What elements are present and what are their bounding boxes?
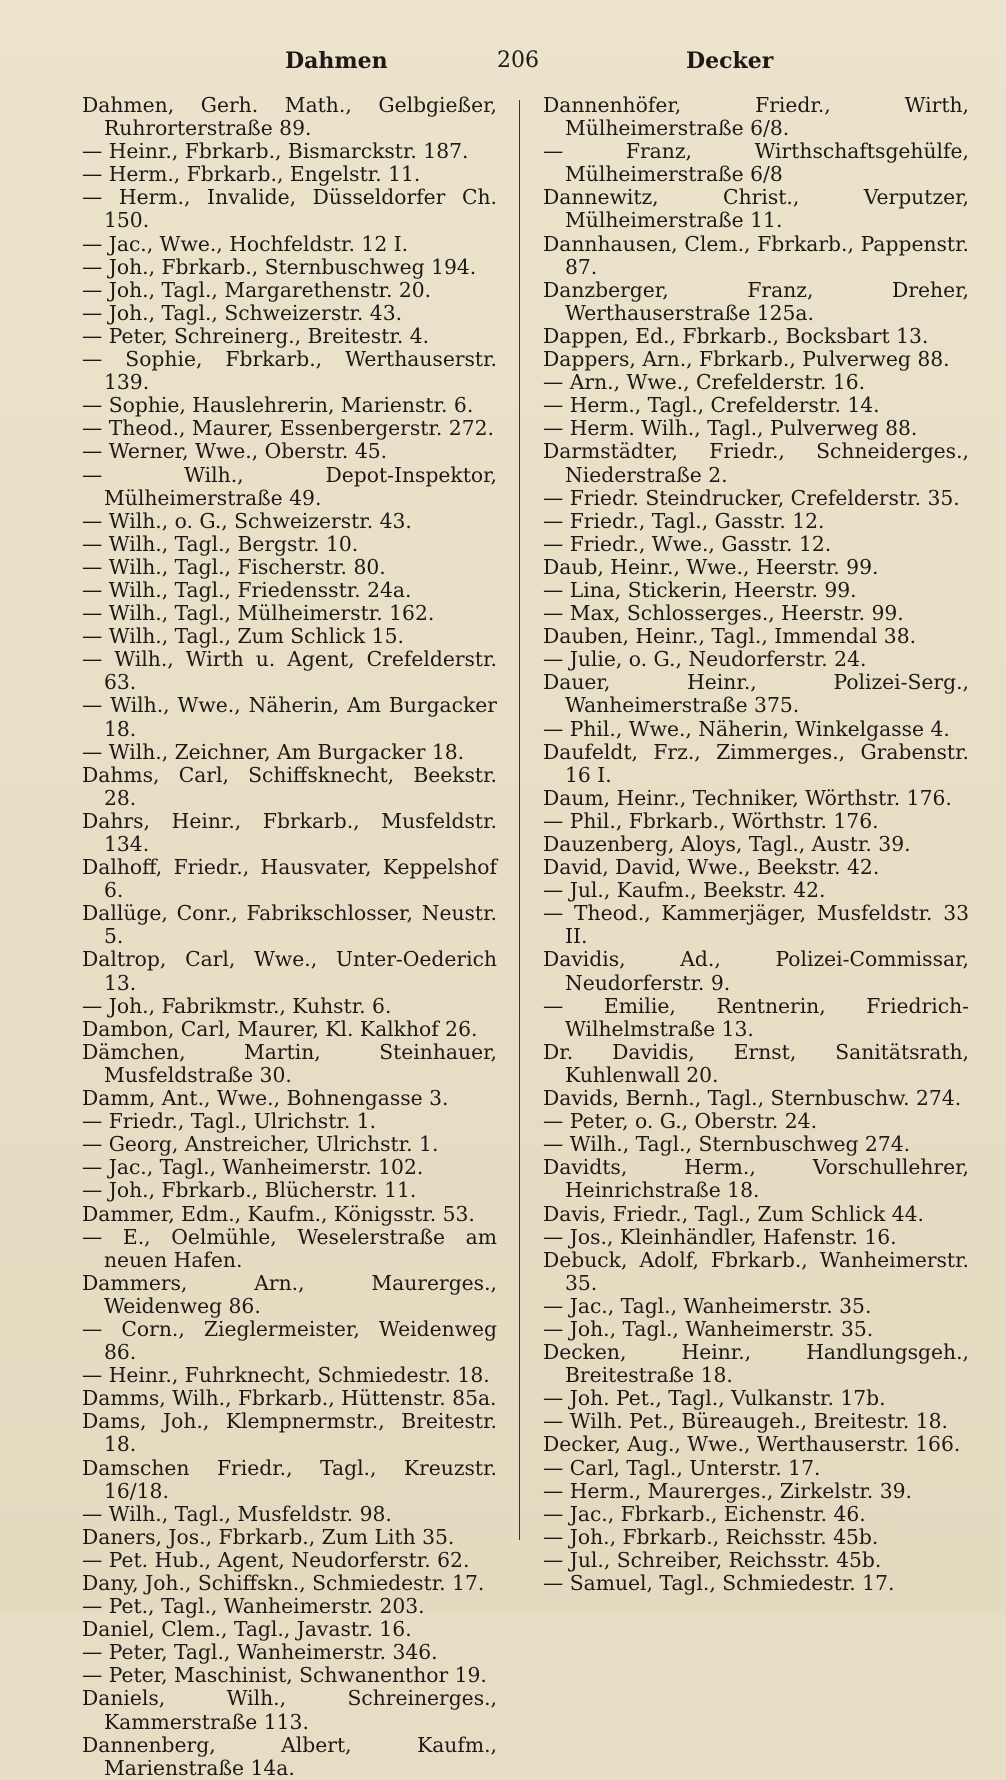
directory-entry: — Jul., Kaufm., Beekstr. 42. [543, 878, 826, 903]
directory-entry: Decken, Heinr., Handlungsgeh., Breitestraße 18. [543, 1340, 969, 1388]
directory-entry: Dany, Joh., Schiffskn., Schmiedestr. 17. [82, 1571, 485, 1595]
directory-entry: — Jos., Kleinhändler, Hafenstr. 16. [543, 1224, 897, 1249]
directory-entry: — Franz, Wirthschaftsgehülfe, Mülheimerstraße 6/8 [543, 139, 969, 187]
directory-entry: — Phil., Wwe., Näherin, Winkelgasse 4. [543, 716, 950, 741]
directory-entry: — Heinr., Fuhrknecht, Schmiedestr. 18. [82, 1363, 490, 1388]
directory-entry: — Herm. Wilh., Tagl., Pulverweg 88. [543, 416, 918, 441]
header-last-name: Decker [686, 48, 774, 74]
directory-entry: — Peter, Maschinist, Schwanenthor 19. [82, 1663, 487, 1688]
directory-entry: Dannenberg, Albert, Kaufm., Marienstraße 14a. [82, 1732, 497, 1780]
directory-entry: — Peter, Tagl., Wanheimerstr. 346. [82, 1640, 438, 1665]
directory-entry: Damms, Wilh., Fbrkarb., Hüttenstr. 85a. [82, 1386, 497, 1411]
directory-entry: — Wilh., Tagl., Sternbuschweg 274. [543, 1132, 911, 1157]
directory-entry: Dallüge, Conr., Fabrikschlosser, Neustr. 5. [82, 901, 497, 949]
directory-entry: — Sophie, Fbrkarb., Werthauserstr. 139. [82, 347, 497, 395]
directory-entry: — Wilh., Wwe., Näherin, Am Burgacker 18. [82, 693, 497, 741]
directory-entry: — Wilh. Pet., Büreaugeh., Breitestr. 18. [543, 1409, 948, 1434]
directory-entry: Dahms, Carl, Schiffsknecht, Beekstr. 28. [82, 762, 497, 810]
directory-entry: — Herm., Invalide, Düsseldorfer Ch. 150. [82, 185, 497, 233]
directory-entry: — Werner, Wwe., Oberstr. 45. [82, 439, 388, 464]
directory-entry: — Joh., Fabrikmstr., Kuhstr. 6. [82, 993, 392, 1018]
directory-entry: — Julie, o. G., Neudorferstr. 24. [543, 647, 867, 672]
directory-entry: — Herm., Fbrkarb., Engelstr. 11. [82, 162, 421, 187]
directory-entry: Debuck, Adolf, Fbrkarb., Wanheimerstr. 35. [543, 1247, 969, 1295]
directory-entry: Dauben, Heinr., Tagl., Immendal 38. [543, 624, 917, 649]
directory-entry: Dauer, Heinr., Polizei-Serg., Wanheimerstraße 375. [543, 670, 969, 718]
directory-entry: — Wilh., Tagl., Friedensstr. 24a. [82, 577, 412, 602]
directory-entry: — Joh., Tagl., Margarethenstr. 20. [82, 277, 432, 302]
directory-entry: — Samuel, Tagl., Schmiedestr. 17. [543, 1571, 895, 1595]
directory-entry: Daufeldt, Frz., Zimmerges., Grabenstr. 16 I. [543, 739, 969, 787]
directory-entry: — Max, Schlosserges., Heerstr. 99. [543, 601, 904, 626]
directory-entry: Dappers, Arn., Fbrkarb., Pulverweg 88. [543, 347, 950, 372]
column-divider [519, 100, 520, 1540]
directory-entry: — Theod., Kammerjäger, Musfeldstr. 33 II. [543, 901, 969, 949]
directory-entry: — Joh. Pet., Tagl., Vulkanstr. 17b. [543, 1386, 886, 1411]
directory-entry: — Jac., Fbrkarb., Eichenstr. 46. [543, 1501, 866, 1526]
directory-entry: Daub, Heinr., Wwe., Heerstr. 99. [543, 554, 879, 579]
directory-entry: — Friedr., Tagl., Gasstr. 12. [543, 508, 825, 533]
directory-entry: Daners, Jos., Fbrkarb., Zum Lith 35. [82, 1524, 455, 1549]
directory-entry: — Wilh., Zeichner, Am Burgacker 18. [82, 739, 465, 764]
directory-entry: — Friedr. Steindrucker, Crefelderstr. 35. [543, 485, 960, 510]
directory-entry: Dannenhöfer, Friedr., Wirth, Mülheimerstraße 6/8. [543, 93, 969, 141]
directory-entry: Darmstädter, Friedr., Schneiderges., Niederstraße 2. [543, 439, 969, 487]
directory-entry: — Jul., Schreiber, Reichsstr. 45b. [543, 1547, 882, 1572]
directory-entry: — Theod., Maurer, Essenbergerstr. 272. [82, 416, 494, 441]
directory-entry: — Wilh., Tagl., Musfeldstr. 98. [82, 1501, 392, 1526]
directory-entry: Dahmen, Gerh. Math., Gelbgießer, Ruhrorterstraße 89. [82, 93, 497, 141]
directory-entry: Damm, Ant., Wwe., Bohnengasse 3. [82, 1086, 449, 1111]
directory-entry: — Jac., Tagl., Wanheimerstr. 35. [543, 1293, 872, 1318]
directory-entry: Daniel, Clem., Tagl., Javastr. 16. [82, 1617, 412, 1642]
directory-entry: Damschen Friedr., Tagl., Kreuzstr. 16/18. [82, 1455, 497, 1503]
right-column [543, 94, 969, 1595]
directory-entry: Daltrop, Carl, Wwe., Unter-Oederich 13. [82, 947, 497, 995]
directory-entry: — Sophie, Hauslehrerin, Marienstr. 6. [82, 393, 474, 418]
directory-entry: — Jac., Wwe., Hochfeldstr. 12 I. [82, 231, 409, 256]
directory-entry: Dr. Davidis, Ernst, Sanitätsrath, Kuhlenwall 20. [543, 1039, 969, 1087]
directory-entry: — Joh., Tagl., Schweizerstr. 43. [82, 300, 403, 325]
directory-entry: — Lina, Stickerin, Heerstr. 99. [543, 577, 857, 602]
directory-entry: — Friedr., Tagl., Ulrichstr. 1. [82, 1109, 377, 1134]
directory-entry: Davids, Bernh., Tagl., Sternbuschw. 274. [543, 1086, 962, 1111]
directory-entry: Decker, Aug., Wwe., Werthauserstr. 166. [543, 1432, 961, 1457]
directory-entry: — Herm., Maurerges., Zirkelstr. 39. [543, 1478, 912, 1503]
directory-entry: — Emilie, Rentnerin, Friedrich-Wilhelmstraße 13. [543, 993, 969, 1041]
header-first-name: Dahmen [285, 48, 388, 74]
directory-entry: — Wilh., Tagl., Zum Schlick 15. [82, 624, 404, 649]
directory-entry: — E., Oelmühle, Weselerstraße am neuen Hafen. [82, 1224, 497, 1272]
directory-entry: Dammer, Edm., Kaufm., Königsstr. 53. [82, 1201, 475, 1226]
directory-entry: Dannhausen, Clem., Fbrkarb., Pappenstr. 87. [543, 231, 969, 279]
directory-entry: Dannewitz, Christ., Verputzer, Mülheimerstraße 11. [543, 185, 969, 233]
directory-entry: David, David, Wwe., Beekstr. 42. [543, 855, 880, 880]
directory-entry: — Pet., Tagl., Wanheimerstr. 203. [82, 1594, 425, 1619]
directory-entry: — Wilh., o. G., Schweizerstr. 43. [82, 508, 412, 533]
directory-entry: — Carl, Tagl., Unterstr. 17. [543, 1455, 821, 1480]
directory-entry: — Georg, Anstreicher, Ulrichstr. 1. [82, 1132, 439, 1157]
directory-entry: Daum, Heinr., Techniker, Wörthstr. 176. [543, 785, 952, 810]
left-column [82, 94, 497, 1780]
directory-entry: Daniels, Wilh., Schreinerges., Kammerstraße 113. [82, 1686, 497, 1734]
page-header [80, 48, 774, 80]
directory-entry: — Heinr., Fbrkarb., Bismarckstr. 187. [82, 139, 469, 164]
directory-entry: Davidis, Ad., Polizei-Commissar, Neudorferstr. 9. [543, 947, 969, 995]
directory-entry: — Phil., Fbrkarb., Wörthstr. 176. [543, 808, 879, 833]
directory-entry: — Peter, Schreinerg., Breitestr. 4. [82, 323, 430, 348]
directory-entry: — Wilh., Wirth u. Agent, Crefelderstr. 63. [82, 647, 497, 695]
directory-entry: Dahrs, Heinr., Fbrkarb., Musfeldstr. 134. [82, 808, 497, 856]
directory-entry: Dalhoff, Friedr., Hausvater, Keppelshof 6. [82, 855, 497, 903]
directory-entry: — Friedr., Wwe., Gasstr. 12. [543, 531, 832, 556]
page-number: 206 [497, 48, 539, 73]
directory-entry: — Pet. Hub., Agent, Neudorferstr. 62. [82, 1547, 470, 1572]
directory-entry: Dappen, Ed., Fbrkarb., Bocksbart 13. [543, 323, 929, 348]
directory-entry: — Corn., Zieglermeister, Weidenweg 86. [82, 1316, 497, 1365]
directory-entry: — Arn., Wwe., Crefelderstr. 16. [543, 370, 866, 395]
directory-entry: Dambon, Carl, Maurer, Kl. Kalkhof 26. [82, 1016, 478, 1041]
directory-entry: — Herm., Tagl., Crefelderstr. 14. [543, 393, 880, 418]
directory-entry: Dammers, Arn., Maurerges., Weidenweg 86. [82, 1270, 497, 1318]
directory-entry: Danzberger, Franz, Dreher, Werthauserstraße 125a. [543, 277, 969, 325]
directory-entry: — Wilh., Tagl., Fischerstr. 80. [82, 554, 386, 579]
directory-entry: Davis, Friedr., Tagl., Zum Schlick 44. [543, 1201, 924, 1226]
directory-entry: — Wilh., Tagl., Mülheimerstr. 162. [82, 601, 435, 626]
directory-entry: — Jac., Tagl., Wanheimerstr. 102. [82, 1155, 424, 1180]
directory-entry: — Joh., Fbrkarb., Reichsstr. 45b. [543, 1524, 879, 1549]
directory-entry: Dämchen, Martin, Steinhauer, Musfeldstraße 30. [82, 1039, 497, 1087]
directory-entry: Davidts, Herm., Vorschullehrer, Heinrichstraße 18. [543, 1155, 969, 1203]
directory-entry: — Wilh., Depot-Inspektor, Mülheimerstraße 49. [82, 462, 497, 510]
directory-entry: — Wilh., Tagl., Bergstr. 10. [82, 531, 359, 556]
directory-entry: — Joh., Fbrkarb., Blücherstr. 11. [82, 1178, 417, 1203]
directory-entry: Dauzenberg, Aloys, Tagl., Austr. 39. [543, 832, 911, 856]
directory-entry: — Peter, o. G., Oberstr. 24. [543, 1109, 818, 1134]
directory-entry: — Joh., Fbrkarb., Sternbuschweg 194. [82, 254, 477, 279]
directory-entry: — Joh., Tagl., Wanheimerstr. 35. [543, 1316, 874, 1341]
directory-entry: Dams, Joh., Klempnermstr., Breitestr. 18. [82, 1409, 497, 1457]
